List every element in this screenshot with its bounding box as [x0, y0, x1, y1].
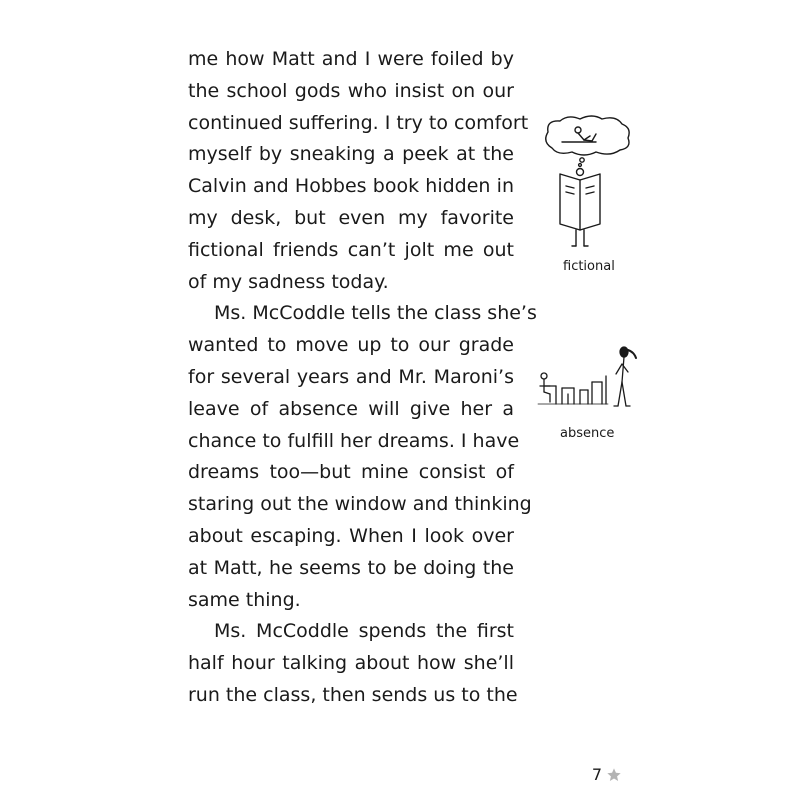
text-line: leave of absence will give her a — [188, 397, 514, 420]
text-line: Calvin and Hobbes book hidden in — [188, 175, 514, 198]
text-line: about escaping. When I look over — [188, 524, 514, 547]
text-line: half hour talking about how she’ll — [188, 652, 514, 675]
page-number-value: 7 — [591, 765, 602, 784]
text-line: fictional friends can’t jolt me out — [188, 238, 514, 261]
absence-caption: absence — [560, 426, 615, 441]
star-icon — [606, 767, 622, 783]
text-line: same thing. — [188, 588, 301, 611]
absence-doodle — [536, 342, 640, 414]
page-number — [592, 765, 622, 784]
thought-cloud-reader-icon — [540, 112, 636, 252]
paragraph-start-line: Ms. McCoddle tells the class she’s — [214, 302, 537, 325]
text-line: of my sadness today. — [188, 270, 389, 293]
text-line: for several years and Mr. Maroni’s — [188, 365, 514, 388]
fictional-doodle — [540, 112, 636, 252]
fictional-caption: fictional — [563, 259, 615, 274]
text-line: continued suffering. I try to comfort — [188, 111, 529, 134]
empty-desks-icon — [536, 342, 640, 414]
text-line: staring out the window and thinking — [188, 493, 532, 516]
text-line: dreams too—but mine consist of — [188, 461, 514, 484]
text-line: my desk, but even my favorite — [188, 206, 514, 229]
text-line: chance to fulfill her dreams. I have — [188, 429, 520, 452]
text-line: myself by sneaking a peek at the — [188, 143, 514, 166]
body-text — [188, 44, 537, 712]
text-line: me how Matt and I were foiled by — [188, 48, 514, 70]
paragraph-start-line: Ms. McCoddle spends the first — [214, 620, 514, 643]
text-line: wanted to move up to our grade — [188, 334, 514, 357]
text-line: run the class, then sends us to the — [188, 683, 518, 706]
text-line: at Matt, he seems to be doing the — [188, 556, 514, 579]
text-line: the school gods who insist on our — [188, 79, 514, 102]
